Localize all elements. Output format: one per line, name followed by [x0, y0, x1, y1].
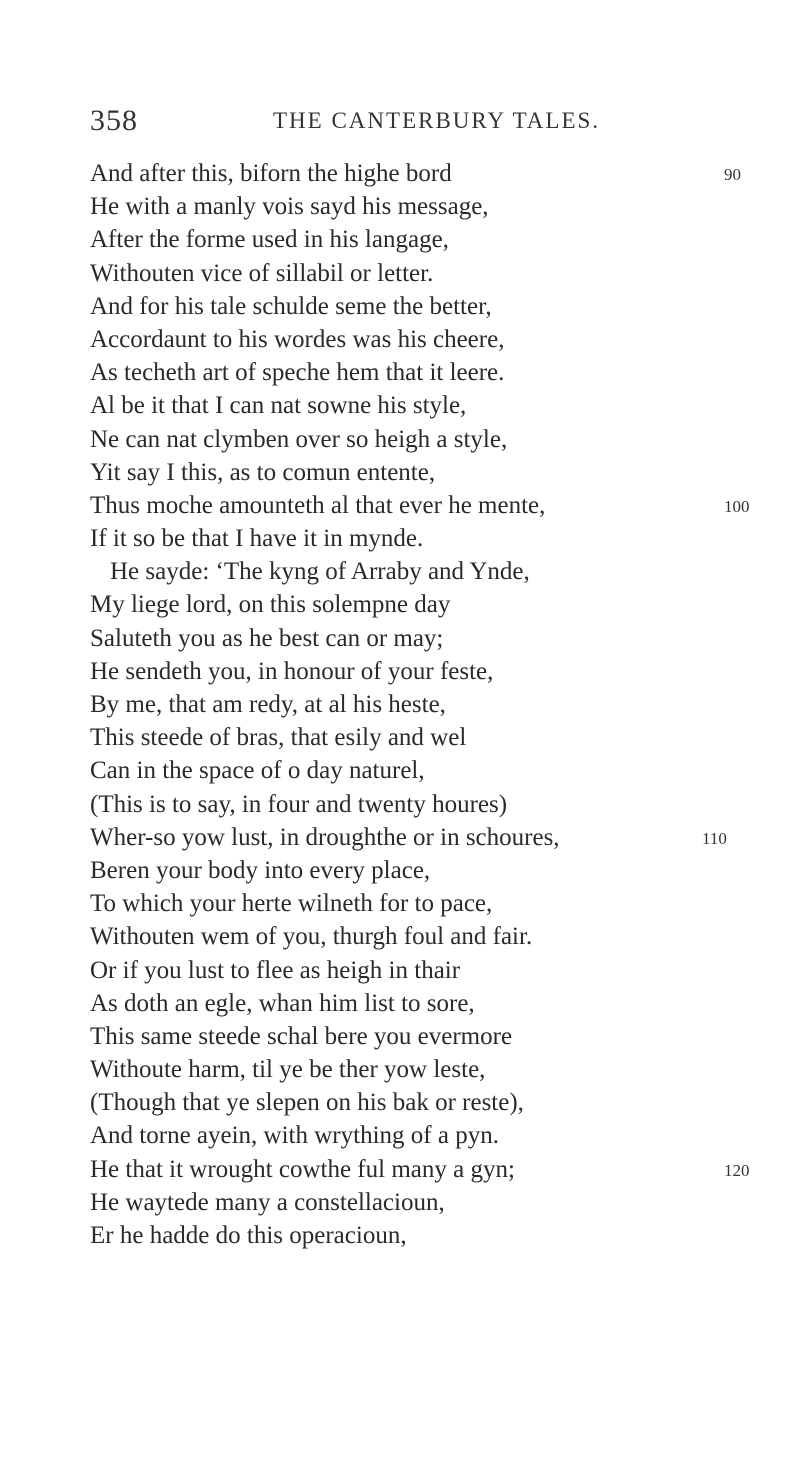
- verse-text: Yit say I this, as to comun entente,: [90, 458, 436, 486]
- verse-text: After the forme used in his langage,: [90, 226, 449, 254]
- line-number: 100: [724, 496, 750, 516]
- verse-text: Withouten vice of sillabil or letter.: [90, 259, 434, 287]
- verse-text: And for his tale schulde seme the better,: [90, 292, 492, 320]
- verse-line: [90, 389, 790, 422]
- verse-text: Er he hadde do this operacioun,: [90, 1222, 407, 1249]
- verse-text: As techeth art of speche hem that it leere.: [90, 359, 505, 387]
- verse-text: Beren your body into every place,: [90, 856, 431, 884]
- verse-line: [90, 257, 790, 290]
- verse-line: [90, 1119, 790, 1152]
- verse-text: (Though that ye slepen on his bak or reste),: [90, 1089, 524, 1117]
- verse-line: [90, 1186, 790, 1219]
- line-number: 90: [724, 165, 741, 184]
- verse-text: By me, that am redy, at al his heste,: [90, 691, 446, 718]
- verse-line: [90, 1219, 790, 1252]
- verse-line: [90, 456, 790, 489]
- verse-text: This same steede schal bere you evermore: [90, 1022, 513, 1050]
- verse-text: Withoute harm, til ye be ther yow leste,: [90, 1056, 486, 1084]
- verse-text: Wher-so yow lust, in droughthe or in schoures,: [90, 823, 560, 851]
- verse-text: My liege lord, on this solempne day: [90, 591, 451, 619]
- verse-line: [90, 754, 790, 787]
- verse-text: This steede of bras, that esily and wel: [90, 724, 467, 752]
- verse-line: [90, 920, 790, 953]
- verse-line: [90, 887, 790, 920]
- verse-text: Can in the space of o day naturel,: [90, 757, 425, 785]
- verse-line: [90, 323, 790, 356]
- verse-text: Withouten wem of you, thurgh foul and fair.: [90, 923, 533, 951]
- verse-text: He sayde: ‘The kyng of Arraby and Ynde,: [110, 558, 530, 586]
- verse-line: [90, 356, 790, 389]
- running-head: [90, 104, 690, 144]
- verse-line: [90, 522, 790, 555]
- verse-text: And after this, biforn the highe bord: [90, 160, 452, 187]
- verse-text: As doth an egle, whan him list to sore,: [90, 989, 475, 1017]
- verse-text: Thus moche amounteth al that ever he mente,: [90, 491, 546, 519]
- verse-line: [90, 655, 790, 688]
- verse-text: Accordaunt to his wordes was his cheere,: [90, 325, 505, 353]
- verse-line: [90, 821, 790, 854]
- verse-text: Or if you lust to flee as heigh in thair: [90, 956, 461, 984]
- verse-line: [90, 1086, 790, 1119]
- verse-line: [90, 854, 790, 887]
- verse-text: Saluteth you as he best can or may;: [90, 624, 444, 652]
- verse-line: [90, 688, 790, 721]
- page-number: 358: [90, 104, 138, 137]
- verse-line: [90, 954, 790, 987]
- verse-text: And torne ayein, with wrything of a pyn.: [90, 1122, 499, 1150]
- verse-text: He with a manly vois sayd his message,: [90, 193, 489, 221]
- verse-line: [90, 290, 790, 323]
- verse-line: [90, 1153, 790, 1186]
- verse-text: Ne can nat clymben over so heigh a style,: [90, 425, 508, 453]
- verse-text: He sendeth you, in honour of your feste,: [90, 657, 494, 685]
- verse-line: [90, 721, 790, 754]
- verse-line: [90, 1053, 790, 1086]
- verse-text: Al be it that I can nat sowne his style,: [90, 392, 467, 420]
- verse-text: If it so be that I have it in mynde.: [90, 525, 424, 553]
- verse-line: [90, 157, 790, 190]
- poem-text: [90, 157, 790, 1252]
- verse-line: [90, 489, 790, 522]
- verse-line: [90, 423, 790, 456]
- verse-line: [90, 190, 790, 223]
- running-title: THE CANTERBURY TALES.: [273, 108, 601, 133]
- verse-text: To which your herte wilneth for to pace,: [90, 890, 493, 918]
- verse-text: He that it wrought cowthe ful many a gyn;: [90, 1155, 515, 1183]
- verse-line: [90, 987, 790, 1020]
- line-number: 110: [702, 828, 727, 848]
- verse-text: (This is to say, in four and twenty houres): [90, 790, 508, 818]
- verse-line: [90, 223, 790, 256]
- verse-line: [90, 788, 790, 821]
- verse-line: [90, 588, 790, 621]
- verse-line: [90, 622, 790, 655]
- verse-line: [90, 1020, 790, 1053]
- verse-text: He waytede many a constellacioun,: [90, 1188, 445, 1216]
- verse-line: [90, 555, 790, 588]
- line-number: 120: [724, 1160, 750, 1180]
